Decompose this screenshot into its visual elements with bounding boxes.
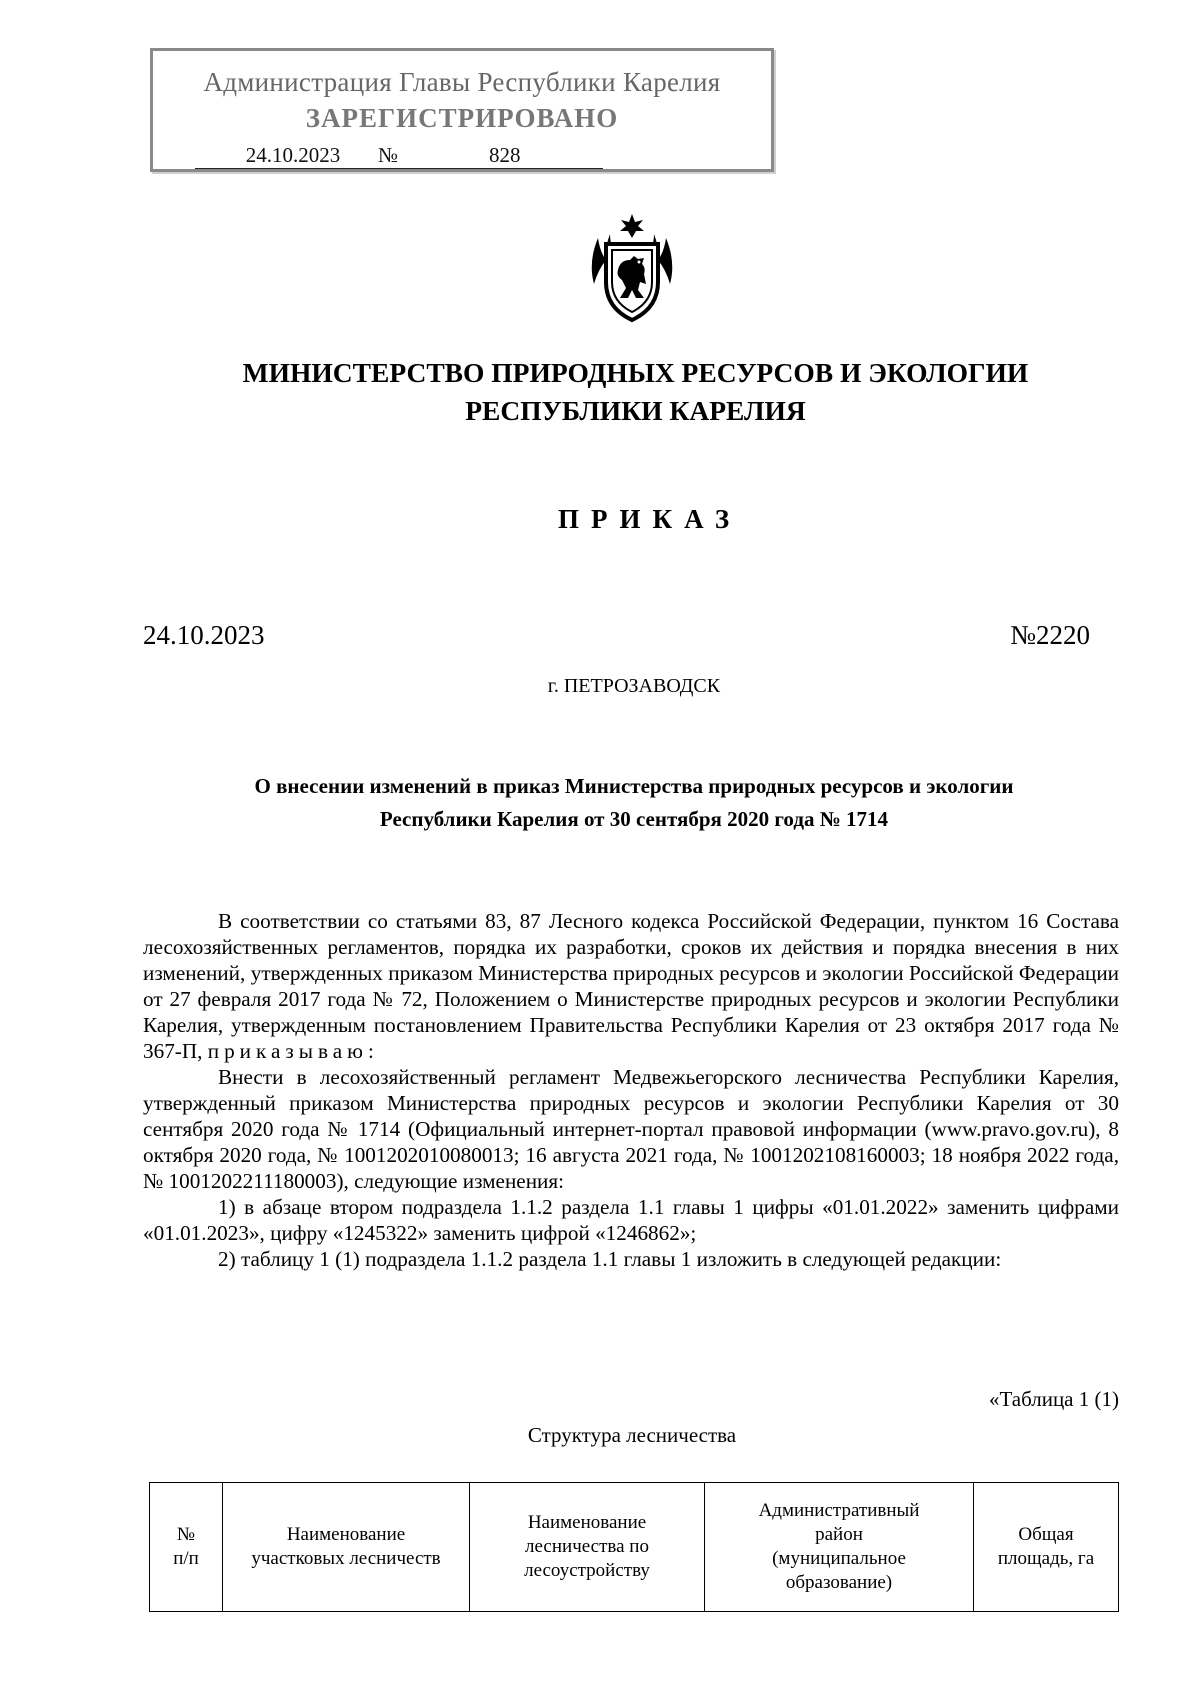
header-text: п/п <box>173 1548 199 1569</box>
col-header-admin-district <box>705 1483 974 1612</box>
table-reference: «Таблица 1 (1) <box>988 1387 1119 1411</box>
table-header-row <box>150 1483 1119 1612</box>
stamp-number: 828 <box>403 143 603 169</box>
document-body <box>143 908 1119 1272</box>
header-text: участковых лесничеств <box>251 1548 441 1569</box>
header-text: площадь, га <box>997 1548 1095 1569</box>
subject-line-2: Республики Карелия от 30 сентября 2020 года № 1714 <box>379 807 889 831</box>
karelia-coat-of-arms-icon <box>584 212 680 324</box>
header-text: лесоустройству <box>524 1560 650 1581</box>
ministry-line-1: МИНИСТЕРСТВО ПРИРОДНЫХ РЕСУРСОВ И ЭКОЛОГИИ <box>242 357 1029 388</box>
stamp-administration: Администрация Главы Республики Карелия <box>203 67 721 97</box>
body-paragraph-basis <box>143 908 1119 1064</box>
basis-text: В соответствии со статьями 83, 87 Лесного кодекса Российской Федерации, пунктом 16 Состава лесохозяйственных регламентов, порядка их разработки, сроков их действия и порядка внесения в них изменений, утвержденных приказом Министерства природных ресурсов и экологии Российской Федерации от 27 февраля 2017 года № 72, Положением о Министерстве природных ресурсов и экологии Республики Карелия, утвержденным постановлением Правительства Республики Карелия от 23 октября 2017 года № 367-П, <box>143 909 1119 1063</box>
ministry-line-2: РЕСПУБЛИКИ КАРЕЛИЯ <box>465 395 806 426</box>
header-text: район <box>815 1524 863 1545</box>
stamp-number-label: № <box>373 143 403 169</box>
subject-line-1: О внесении изменений в приказ Министерства природных ресурсов и экологии <box>254 774 1014 798</box>
header-text: образование) <box>785 1572 893 1593</box>
document-date: 24.10.2023 <box>143 620 265 650</box>
ministry-header <box>0 354 1200 430</box>
body-item-2: 2) таблицу 1 (1) подраздела 1.1.2 раздела 1.1 главы 1 изложить в следующей редакции: <box>218 1247 1002 1271</box>
document-subject <box>150 770 1118 836</box>
col-header-district-forestries <box>223 1483 470 1612</box>
col-header-total-area <box>974 1483 1119 1612</box>
header-text: лесничества по <box>525 1536 649 1557</box>
order-word: приказываю: <box>207 1039 379 1063</box>
stamp-date: 24.10.2023 <box>195 143 373 169</box>
header-text: Наименование <box>527 1512 647 1533</box>
stamp-registered: ЗАРЕГИСТРИРОВАНО <box>305 103 619 133</box>
col-header-number <box>150 1483 223 1612</box>
header-text: Общая <box>1018 1524 1074 1545</box>
document-city: г. ПЕТРОЗАВОДСК <box>547 675 721 697</box>
body-item-1: 1) в абзаце втором подраздела 1.1.2 раздела 1.1 главы 1 цифры «01.01.2022» заменить цифрами «01.01.2023», цифру «1245322» заменить цифрой «1246862»; <box>143 1195 1119 1245</box>
header-text: № <box>176 1524 196 1545</box>
registration-stamp <box>150 48 774 172</box>
forestry-structure-table <box>149 1482 1119 1612</box>
table-title: Структура лесничества <box>527 1423 737 1447</box>
document-number: №2220 <box>1010 620 1090 650</box>
body-paragraph-changes: Внести в лесохозяйственный регламент Медвежьегорского лесничества Республики Карелия, утвержденный приказом Министерства природных ресурсов и экологии Республики Карелия от 30 сентября 2020 года № 1714 (Официальный интернет-портал правовой информации (www.pravo.gov.ru), 8 октября 2020 года, № 1001202010080013; 16 августа 2021 года, № 1001202108160003; 18 ноября 2022 года, № 1001202211180003), следующие изменения: <box>143 1065 1119 1193</box>
document-type: ПРИКАЗ <box>558 504 742 534</box>
header-text: (муниципальное <box>772 1548 906 1569</box>
header-text: Наименование <box>286 1524 406 1545</box>
header-text: Административный <box>758 1500 920 1521</box>
col-header-forestry-name <box>470 1483 705 1612</box>
